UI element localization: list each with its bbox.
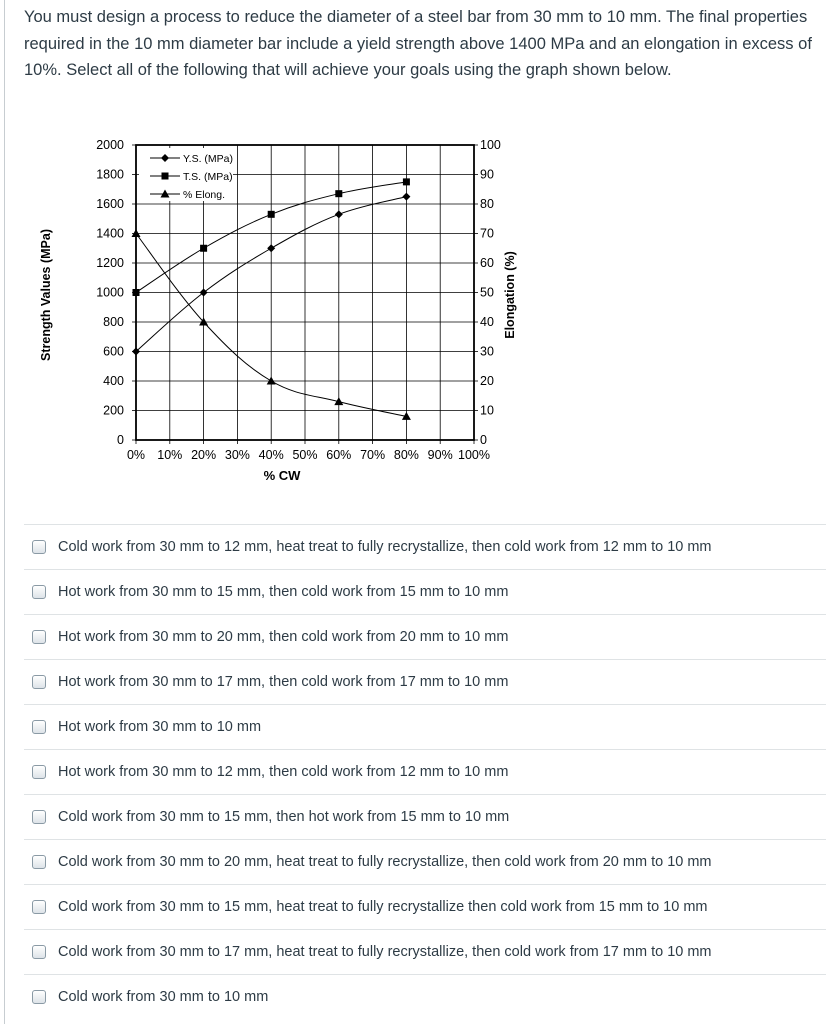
x-tick-label: 30%: [224, 448, 250, 462]
data-point-square: [200, 245, 207, 252]
answer-checkbox[interactable]: [32, 675, 46, 689]
y-tick-label: 1000: [96, 285, 124, 300]
y2-tick-label: 100: [480, 138, 501, 152]
answer-option[interactable]: [24, 884, 826, 929]
data-point-square: [403, 178, 410, 185]
y-tick-label: 1400: [96, 226, 124, 241]
answer-option[interactable]: [24, 794, 826, 839]
y-tick-label: 600: [103, 344, 124, 359]
answer-checkbox[interactable]: [32, 900, 46, 914]
x-tick-label: 50%: [292, 448, 318, 462]
answer-option[interactable]: [24, 569, 826, 614]
answer-label: Hot work from 30 mm to 15 mm, then cold work from 15 mm to 10 mm: [58, 584, 509, 600]
y-tick-label: 200: [103, 403, 124, 418]
y2-tick-label: 80: [480, 197, 494, 211]
y-tick-label: 2000: [96, 138, 124, 152]
data-point-square: [268, 211, 275, 218]
content-left-border: [4, 0, 5, 1024]
y-tick-label: 1800: [96, 167, 124, 182]
legend-label: T.S. (MPa): [183, 171, 233, 183]
x-tick-label: 20%: [191, 448, 217, 462]
y2-tick-label: 30: [480, 344, 494, 359]
answer-option[interactable]: [24, 659, 826, 704]
answer-label: Hot work from 30 mm to 12 mm, then cold work from 12 mm to 10 mm: [58, 764, 509, 780]
y-tick-label: 1600: [96, 197, 124, 211]
answer-checkbox[interactable]: [32, 945, 46, 959]
answer-list: [24, 524, 826, 1019]
y-tick-label: 0: [117, 433, 124, 447]
y2-tick-label: 20: [480, 374, 494, 388]
data-point-diamond: [335, 210, 343, 218]
answer-label: Cold work from 30 mm to 15 mm, then hot work from 15 mm to 10 mm: [58, 809, 510, 825]
data-point-square: [133, 289, 140, 296]
answer-label: Hot work from 30 mm to 20 mm, then cold work from 20 mm to 10 mm: [58, 629, 509, 645]
legend-label: % Elong.: [183, 189, 226, 201]
answer-label: Cold work from 30 mm to 12 mm, heat treat to fully recrystallize, then cold work from 12 mm to 10 mm: [58, 539, 712, 555]
y2-axis-title: Elongation (%): [503, 251, 517, 339]
x-tick-label: 100%: [458, 448, 490, 462]
answer-checkbox[interactable]: [32, 720, 46, 734]
answer-option[interactable]: [24, 614, 826, 659]
data-point-diamond: [402, 193, 410, 201]
y-tick-label: 800: [103, 315, 124, 329]
answer-option[interactable]: [24, 524, 826, 569]
data-point-triangle: [132, 229, 141, 237]
y2-tick-label: 10: [480, 403, 494, 418]
y-axis-title: Strength Values (MPa): [39, 229, 53, 361]
y2-tick-label: 90: [480, 167, 494, 182]
data-point-square: [335, 190, 342, 197]
answer-option[interactable]: [24, 974, 826, 1019]
x-tick-label: 10%: [157, 448, 183, 462]
y2-tick-label: 50: [480, 285, 494, 300]
x-tick-label: 40%: [258, 448, 284, 462]
y-tick-label: 1200: [96, 256, 124, 270]
x-tick-label: 80%: [393, 448, 419, 462]
x-tick-label: 60%: [326, 448, 352, 462]
x-axis-title: % CW: [263, 468, 301, 483]
x-tick-label: 90%: [427, 448, 453, 462]
legend-label: Y.S. (MPa): [183, 153, 233, 165]
answer-label: Cold work from 30 mm to 10 mm: [58, 989, 269, 1005]
answer-checkbox[interactable]: [32, 990, 46, 1004]
answer-checkbox[interactable]: [32, 855, 46, 869]
chart-svg: [28, 128, 528, 488]
x-tick-label: 70%: [360, 448, 386, 462]
answer-option[interactable]: [24, 749, 826, 794]
cold-work-chart: [28, 128, 528, 488]
answer-label: Cold work from 30 mm to 15 mm, heat treat to fully recrystallize then cold work from 15 mm to 10 mm: [58, 899, 708, 915]
answer-option[interactable]: [24, 704, 826, 749]
y-tick-label: 400: [103, 374, 124, 388]
answer-option[interactable]: [24, 929, 826, 974]
data-point-diamond: [267, 244, 275, 252]
x-tick-label: 0%: [126, 448, 146, 462]
answer-option[interactable]: [24, 839, 826, 884]
y2-tick-label: 60: [480, 256, 494, 270]
answer-checkbox[interactable]: [32, 540, 46, 554]
answer-label: Cold work from 30 mm to 17 mm, heat treat to fully recrystallize, then cold work from 17 mm to 10 mm: [58, 944, 712, 960]
answer-checkbox[interactable]: [32, 630, 46, 644]
y2-tick-label: 40: [480, 315, 494, 329]
answer-label: Cold work from 30 mm to 20 mm, heat treat to fully recrystallize, then cold work from 20 mm to 10 mm: [58, 854, 712, 870]
answer-label: Hot work from 30 mm to 17 mm, then cold work from 17 mm to 10 mm: [58, 674, 509, 690]
question-text: You must design a process to reduce the diameter of a steel bar from 30 mm to 10 mm. The final properties required in the 10 mm diameter bar include a yield strength above 1400 MPa and an elongation in excess of 10%. Select all of the following that will achieve your goals using the graph shown below.: [24, 8, 812, 79]
answer-label: Hot work from 30 mm to 10 mm: [58, 719, 262, 735]
data-point-triangle: [267, 377, 276, 385]
answer-checkbox[interactable]: [32, 585, 46, 599]
y2-tick-label: 70: [480, 226, 494, 241]
y2-tick-label: 0: [480, 433, 487, 447]
answer-checkbox[interactable]: [32, 810, 46, 824]
answer-checkbox[interactable]: [32, 765, 46, 779]
legend-marker-square: [162, 173, 169, 180]
